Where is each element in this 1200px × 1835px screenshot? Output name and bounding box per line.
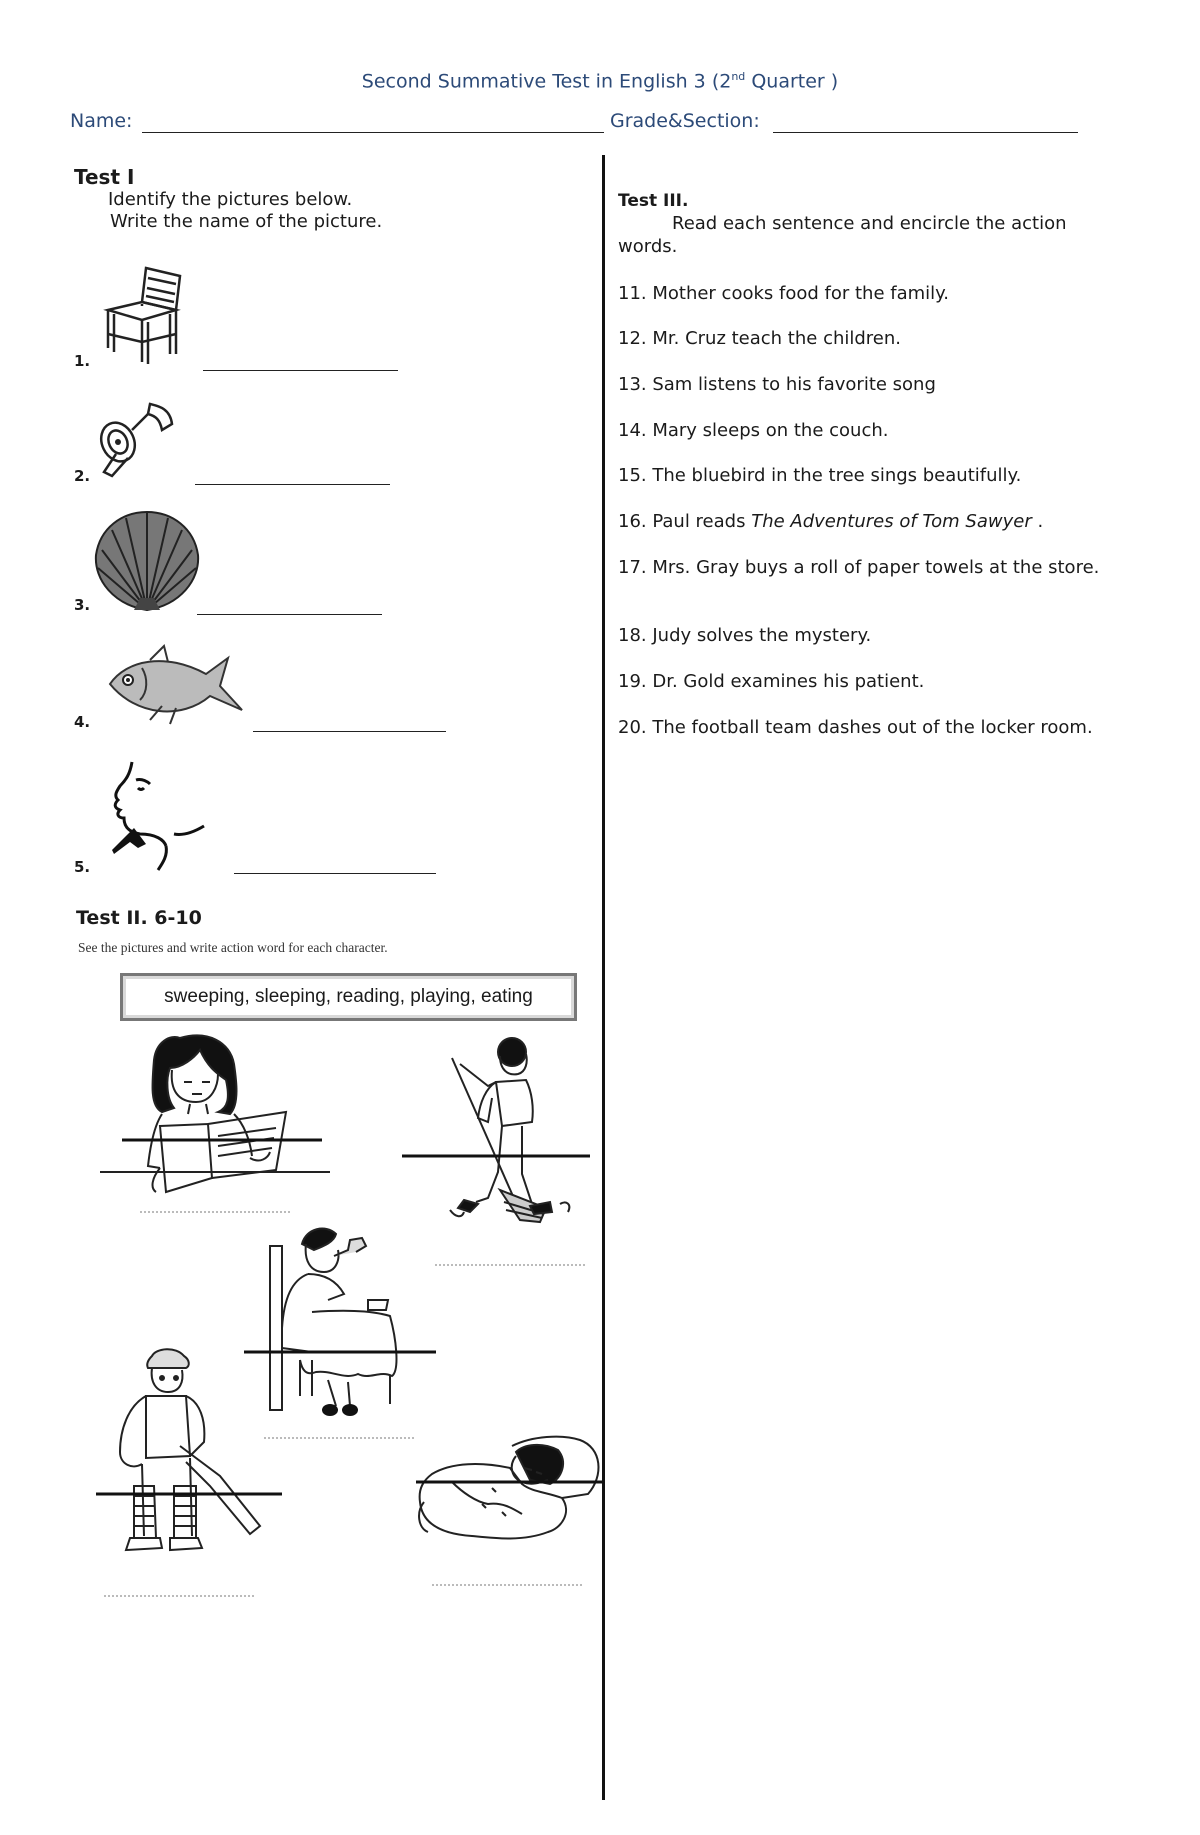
- girl-sleeping-icon: [412, 1432, 608, 1582]
- test3-item-18: 18. Judy solves the mystery.: [618, 625, 872, 646]
- grade-section-field-line[interactable]: [773, 132, 1078, 133]
- name-field-line[interactable]: [142, 132, 604, 133]
- answer-line-3[interactable]: [197, 614, 382, 615]
- answer-line-1[interactable]: [203, 370, 398, 371]
- test2-title: Test II. 6-10: [76, 907, 202, 929]
- answer-line-9[interactable]: [104, 1595, 254, 1597]
- test3-item-19: 19. Dr. Gold examines his patient.: [618, 671, 925, 692]
- page-title: Second Summative Test in English 3 (2nd Quarter ): [361, 70, 839, 93]
- test3-title: Test III.: [618, 191, 689, 211]
- test3-item-13: 13. Sam listens to his favorite song: [618, 374, 936, 395]
- test3-item-14: 14. Mary sleeps on the couch.: [618, 420, 889, 441]
- fish-icon: [106, 644, 244, 726]
- answer-line-2[interactable]: [195, 484, 390, 485]
- face-icon: [104, 760, 208, 872]
- test1-title: Test I: [74, 165, 135, 189]
- item-number: 2.: [74, 467, 91, 485]
- answer-line-4[interactable]: [253, 731, 446, 732]
- boy-playing-cricket-icon: [90, 1346, 290, 1576]
- girl-reading-icon: [100, 1028, 340, 1218]
- test1-instruction-2: Write the name of the picture.: [110, 211, 383, 232]
- test3-item-11: 11. Mother cooks food for the family.: [618, 283, 949, 304]
- item-number: 3.: [74, 596, 91, 614]
- item-number: 4.: [74, 713, 91, 731]
- chair-icon: [104, 262, 184, 364]
- test3-item-17: 17. Mrs. Gray buys a roll of paper towels at the store.: [618, 557, 1100, 578]
- test3-item-12: 12. Mr. Cruz teach the children.: [618, 328, 902, 349]
- test1-instruction-1: Identify the pictures below.: [108, 189, 353, 210]
- word-bank-box: sweeping, sleeping, reading, playing, eating: [120, 973, 577, 1021]
- shell-icon: [94, 510, 200, 612]
- test3-item-15: 15. The bluebird in the tree sings beautifully.: [618, 465, 1022, 486]
- watch-icon: [98, 400, 174, 480]
- test3-item-20: 20. The football team dashes out of the locker room.: [618, 717, 1093, 738]
- answer-line-6[interactable]: [140, 1211, 290, 1213]
- grade-section-label: Grade&Section:: [610, 110, 760, 132]
- test3-instruction: Read each sentence and encircle the action words.: [618, 213, 1067, 257]
- test3-item-16: 16. Paul reads The Adventures of Tom Sawyer .: [618, 511, 1044, 532]
- boy-sweeping-icon: [400, 1022, 592, 1248]
- answer-line-5[interactable]: [234, 873, 436, 874]
- name-label: Name:: [70, 110, 133, 132]
- answer-line-7[interactable]: [435, 1264, 585, 1266]
- book-title: The Adventures of Tom Sawyer: [751, 511, 1032, 532]
- item-number: 1.: [74, 352, 91, 370]
- item-number: 5.: [74, 858, 91, 876]
- answer-line-10[interactable]: [432, 1584, 582, 1586]
- test2-instruction: See the pictures and write action word for each character.: [78, 940, 388, 955]
